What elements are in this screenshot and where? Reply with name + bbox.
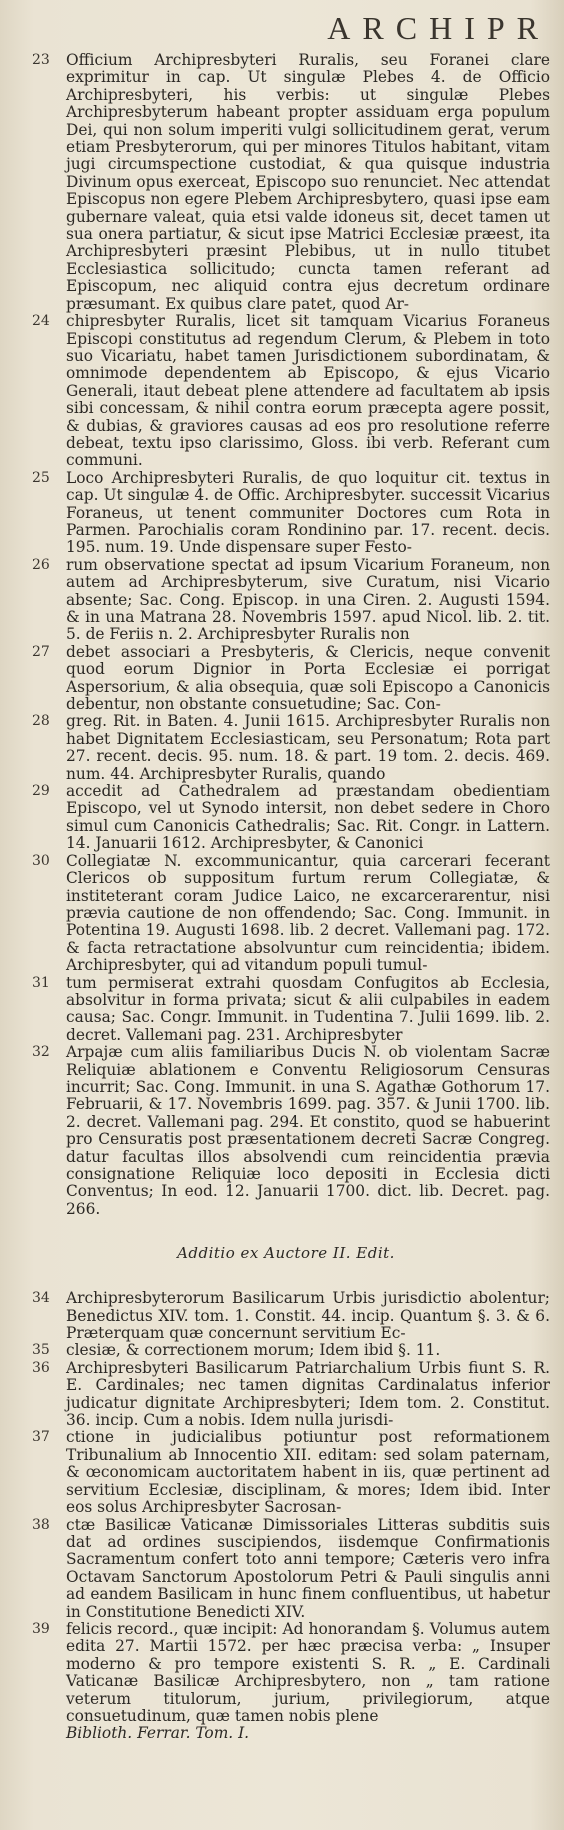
paragraph-text: chipresbyter Ruralis, licet sit tamquam Vicarius Foraneus Episcopi constitutus ad regendum Clerum, & Plebem in toto suo Vicariatu, habet tamen Jurisdictionem subordinatam, & omnimode dependentem ab Episcopo, & ejus Vicario Generali, itaut debeat plene attendere ad facultatem ab ipsis sibi concessam, & nihil contra eorum præcepta agere possit, & dubias, & graviores causas ad eos pro resolutione referre debeat, textu ipso clarissimo, Gloss. ibi verb. Referant cum communi. bbox=[66, 312, 550, 470]
paragraph bbox=[22, 1360, 550, 1430]
footer-signature bbox=[22, 1725, 550, 1742]
addition-heading: Additio ex Auctore II. Edit. bbox=[177, 1244, 395, 1263]
paragraph-number: 31 bbox=[32, 974, 50, 991]
paragraph-number: 30 bbox=[32, 852, 50, 869]
paragraph-text: Loco Archipresbyteri Ruralis, de quo loquitur cit. textus in cap. Ut singulæ 4. de Offic. Archipresbyter. successit Vicarius Foraneus, ut tenent communiter Doctores cum Rota in Parmen. Parochialis coram Rondinino par. 17. recent. decis. 195. num. 19. Unde dispensare super Festo- bbox=[66, 468, 550, 557]
paragraph-text: accedit ad Cathedralem ad præstandam obedientiam Episcopo, vel ut Synodo intersit, non debet sedere in Choro simul cum Canonicis Cathedralis; Sac. Rit. Congr. in Lattern. 14. Januarii 1612. Archipresbyter, & Canonici bbox=[66, 782, 550, 853]
main-paragraphs bbox=[22, 52, 550, 1218]
paragraph bbox=[22, 1429, 550, 1516]
paragraph-number: 23 bbox=[32, 52, 50, 68]
paragraph bbox=[22, 313, 550, 470]
paragraph bbox=[22, 1342, 550, 1359]
paragraph-number: 28 bbox=[32, 713, 50, 730]
paragraph bbox=[22, 1517, 550, 1621]
paragraph bbox=[22, 1621, 550, 1725]
paragraph-text: rum observatione spectat ad ipsum Vicarium Foraneum, non autem ad Archipresbyterum, sive Curatum, nisi Vicario absente; Sac. Cong. Episcop. in una Ciren. 2. Augusti 1594. & in una Matrana 28. Novembris 1597. apud Nicol. lib. 2. tit. 5. de Feriis n. 2. Archipresbyter Ruralis non bbox=[66, 555, 550, 644]
paragraph-text: clesiæ, & correctionem morum; Idem ibid §. 11. bbox=[66, 1341, 441, 1360]
paragraph-number: 32 bbox=[32, 1044, 50, 1061]
paragraph-text: Arpajæ cum aliis familiaribus Ducis N. ob violentam Sacræ Reliquiæ ablationem e Conventu Religiosorum Censuras incurrit; Sac. Cong. Immunit. in una S. Agathæ Gothorum 17. Februarii, & 17. Novembris 1699. pag. 357. & Junii 1700. lib. 2. decret. Vallemani pag. 294. Et constito, quod se habuerint pro Censuratis post præsentationem decreti Sacræ Congreg. datur facultas illos absolvendi cum reincidentia prævia consignatione Reliquiæ loco depositi in Ecclesia dicti Conventus; In eod. 12. Januarii 1700. dict. lib. Decret. pag. 266. bbox=[66, 1043, 550, 1218]
paragraph-number: 29 bbox=[32, 783, 50, 800]
paragraph-text: debet associari a Presbyteris, & Clericis, neque convenit quod eorum Dignior in Porta Ecclesiæ ei porrigat Aspersorium, & alia obsequia, quæ soli Episcopo a Canonicis debentur, non obstante consuetudine; Sac. Con- bbox=[66, 642, 550, 714]
paragraph bbox=[22, 644, 550, 714]
paragraph bbox=[22, 975, 550, 1045]
paragraph bbox=[22, 557, 550, 644]
paragraph bbox=[22, 783, 550, 853]
paragraph bbox=[22, 1044, 550, 1218]
paragraph-number: 36 bbox=[32, 1359, 50, 1376]
paragraph bbox=[22, 1290, 550, 1342]
paragraph-number: 37 bbox=[32, 1429, 50, 1446]
paragraph bbox=[22, 713, 550, 783]
running-header: ARCHIPR bbox=[327, 10, 550, 46]
paragraph-number: 26 bbox=[32, 556, 50, 573]
addition-paragraphs bbox=[22, 1290, 550, 1725]
signature-text: Biblioth. Ferrar. Tom. I. bbox=[66, 1724, 250, 1743]
paragraph-text: greg. Rit. in Baten. 4. Junii 1615. Archipresbyter Ruralis non habet Dignitatem Ecclesiasticam, seu Personatum; Rota part 27. recent. decis. 95. num. 18. & part. 19 tom. 2. decis. 469. num. 44. Archipresbyter Ruralis, quando bbox=[66, 712, 550, 783]
paragraph-text: Officium Archipresbyteri Ruralis, seu Foranei clare exprimitur in cap. Ut singulæ Plebes 4. de Officio Archipresbyteri, his verbis: ut singulæ Plebes Archipresbyterum habeant propter assiduam erga populum Dei, qui non solum imperiti vulgi sollicitudinem gerat, verum etiam Presbyterorum, qui per minores Titulos habitant, vitam jugi circumspectione custodiat, & qua quisque industria Divinum opus exerceat, Episcopo suo renunciet. Nec attendat Episcopus non egere Plebem Archipresbytero, quasi ipse eam gubernare valeat, quia etsi valde idoneus sit, decet tamen ut sua onera partiatur, & sicut ipse Matrici Ecclesiæ præest, ita Archipresbyteri præsint Plebibus, ut in nullo titubet Ecclesiastica sollicitudo; cuncta tamen referant ad Episcopum, nec aliquid contra ejus decretum ordinare præsumant. Ex quibus clare patet, quod Ar- bbox=[66, 51, 550, 313]
paragraph-text: Archipresbyteri Basilicarum Patriarchalium Urbis fiunt S. R. E. Cardinales; nec tamen dignitas Cardinalatus inferior judicatur dignitate Archipresbyteri; Idem tom. 2. Constitut. 36. incip. Cum a nobis. Idem nulla jurisdi- bbox=[66, 1358, 550, 1430]
paragraph-number: 39 bbox=[32, 1620, 50, 1637]
paragraph-number: 38 bbox=[32, 1516, 50, 1533]
paragraph bbox=[22, 52, 550, 313]
paragraph-number: 35 bbox=[32, 1342, 50, 1359]
paragraph-number: 27 bbox=[32, 643, 50, 660]
paragraph-number: 24 bbox=[32, 313, 50, 330]
paragraph bbox=[22, 470, 550, 557]
paragraph-number: 25 bbox=[32, 469, 50, 486]
paragraph-number: 34 bbox=[32, 1290, 50, 1307]
paragraph bbox=[22, 853, 550, 975]
paragraph-text: felicis record., quæ incipit: Ad honorandam §. Volumus autem edita 27. Martii 1572. per hæc præcisa verba: „ Insuper moderno & pro tempore existenti S. R. „ E. Cardinali Vaticanæ Basilicæ Archipresbytero, non „ tam ratione veterum titulorum, jurium, privilegiorum, atque consuetudinum, quæ tamen nobis plene bbox=[66, 1619, 550, 1725]
paragraph-text: Archipresbyterorum Basilicarum Urbis jurisdictio abolentur; Benedictus XIV. tom. 1. Constit. 44. incip. Quantum §. 3. & 6. Præterquam quæ concernunt servitium Ec- bbox=[66, 1289, 550, 1343]
paragraph-text: tum permiserat extrahi quosdam Confugitos ab Ecclesia, absolvitur in forma privata; sicut & alii culpabiles in eadem causa; Sac. Congr. Immunit. in Tudentina 7. Julii 1699. lib. 2. decret. Vallemani pag. 231. Archipresbyter bbox=[66, 973, 550, 1044]
paragraph-text: ctione in judicialibus potiuntur post reformationem Tribunalium ab Innocentio XII. editam: sed solam paternam, & œconomicam auctoritatem habent in iis, quæ pertinent ad servitium Ecclesiæ, disciplinam, & mores; Idem ibid. Inter eos solus Archipresbyter Sacrosan- bbox=[66, 1428, 550, 1517]
paragraph-text: Collegiatæ N. excommunicantur, quia carcerari fecerant Clericos ob suppositum furtum rerum Collegiatæ, & institeterant coram Judice Laico, ne excarcerarentur, nisi prævia cautione de non offendendo; Sac. Cong. Immunit. in Potentina 19. Augusti 1698. lib. 2 decret. Vallemani pag. 172. & facta retractatione absolvuntur cum reincidentia; ibidem. Archipresbyter, qui ad vitandum populi tumul- bbox=[66, 851, 550, 975]
paragraph-text: ctæ Basilicæ Vaticanæ Dimissoriales Litteras subditis suis dat ad ordines suscipiendos, iisdemque Confirmationis Sacramentum confert toto anni tempore; Cæteris vero infra Octavam Sanctorum Apostolorum Petri & Pauli singulis anni ad eandem Basilicam in hunc finem confluentibus, ut habetur in Constitutione Benedicti XIV. bbox=[66, 1515, 550, 1621]
